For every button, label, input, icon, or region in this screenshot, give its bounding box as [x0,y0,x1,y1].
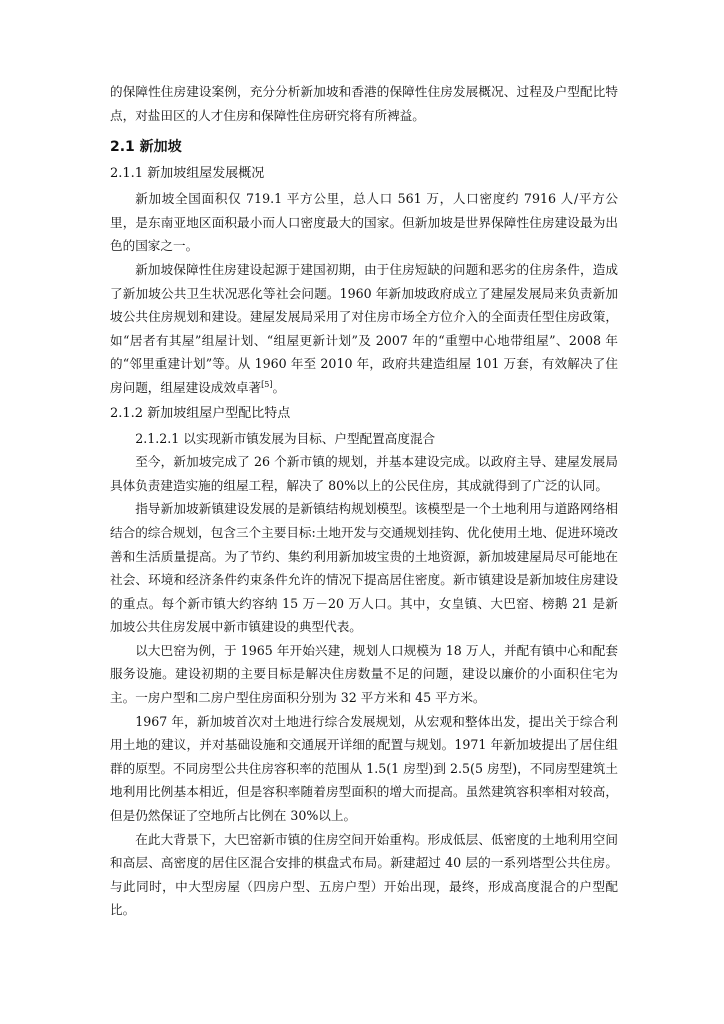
citation-ref: [5] [261,379,273,389]
paragraph-hdb-history [110,258,618,400]
section-heading-2-1: 2.1 新加坡 [110,139,182,156]
section-heading-2-1-1: 2.1.1 新加坡组屋发展概况 [110,166,265,182]
paragraph-structure-model: 指导新加坡新镇建设发展的是新镇结构规划模型。该模型是一个土地利用与道路网络相结合的综合规划，包含三个主要目标:土地开发与交通规划挂钩、优化使用土地、促进环境改善和生活质量提高。为了节约、集约利用新加坡宝贵的土地资源，新加坡建屋局尽可能地在社会、环境和经济条件约束条件允许的情况下提高居住密度。新市镇建设是新加坡住房建设的重点。每个新市镇大约容纳 15 万－20 万人口。其中，女皇镇、大巴窑、榜鹅 21 是新加坡公共住房发展中新市镇建设的典型代表。 [110,501,618,635]
document-page [110,80,618,922]
intro-paragraph: 的保障性住房建设案例，充分分析新加坡和香港的保障性住房发展概况、过程及户型配比特点，对盐田区的人才住房和保障性住房研究将有所裨益。 [110,84,618,123]
section-heading-2-1-2: 2.1.2 新加坡组屋户型配比特点 [110,405,291,421]
paragraph-toa-payoh: 以大巴窑为例，于 1965 年开始兴建，规划人口规模为 18 万人，并配有镇中心和配套服务设施。建设初期的主要目标是解决住房数量不足的问题，建设以廉价的小面积住宅为主。一房户型和二房户型住房面积分别为 32 平方米和 45 平方米。 [110,642,618,706]
paragraph-new-towns: 至今，新加坡完成了 26 个新市镇的规划，并基本建设完成。以政府主导、建屋发展局具体负责建造实施的组屋工程，解决了 80%以上的公民住房，其成就得到了广泛的认同。 [110,454,618,493]
paragraph-hdb-history-end: 。 [272,379,286,395]
paragraph-restructuring: 在此大背景下，大巴窑新市镇的住房空间开始重构。形成低层、低密度的土地利用空间和高层、高密度的居住区混合安排的棋盘式布局。新建超过 40 层的一系列塔型公共住房。与此同时，中大型房屋（四房户型、五房户型）开始出现，最终，形成高度混合的户型配比。 [110,831,618,918]
paragraph-hdb-history-text: 新加坡保障性住房建设起源于建国初期，由于住房短缺的问题和恶劣的住房条件，造成了新加坡公共卫生状况恶化等社会问题。1960 年新加坡政府成立了建屋发展局来负责新加坡公共住房规划和建设。建屋发展局采用了对住房市场全方位介入的全面责任型住房政策，如“居者有其屋”组屋计划、“组屋更新计划”及 2007 年的“重塑中心地带组屋”、2008 年的“邻里重建计划”等。从 1960 年至 2010 年，政府共建造组屋 101 万套，有效解决了住房问题，组屋建设成效卓著 [110,261,618,395]
section-heading-2-1-2-1: 2.1.2.1 以实现新市镇发展为目标、户型配置高度混合 [135,430,436,446]
paragraph-singapore-overview: 新加坡全国面积仅 719.1 平方公里，总人口 561 万，人口密度约 7916 人/平方公里，是东南亚地区面积最小而人口密度最大的国家。但新加坡是世界保障性住房建设最为出色的国家之一。 [110,191,618,254]
paragraph-1967-planning: 1967 年，新加坡首次对土地进行综合发展规划，从宏观和整体出发，提出关于综合利用土地的建议，并对基础设施和交通展开详细的配置与规划。1971 年新加坡提出了居住组群的原型。不同房型公共住房容积率的范围从 1.5(1 房型)到 2.5(5 房型)，不同房型建筑土地利用比例基本相近，但是容积率随着房型面积的增大而提高。虽然建筑容积率相对较高，但是仍然保证了空地所占比例在 30%以上。 [110,713,618,824]
